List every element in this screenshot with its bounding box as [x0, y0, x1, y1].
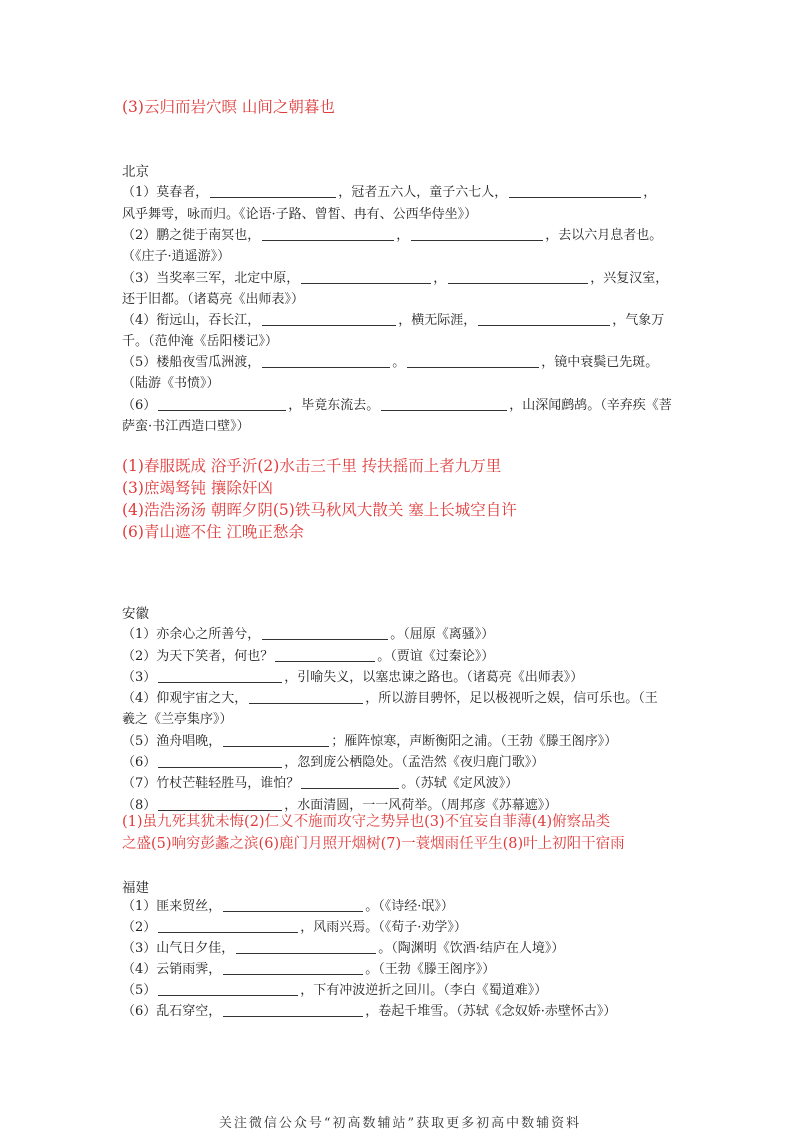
answer-text: (1)虽九死其犹未悔(2)仁义不施而攻守之势异也(3)不宜妄自菲薄(4)俯察品类 — [122, 814, 611, 830]
question-line: 萨蛮·书江西造口壁》） — [122, 419, 250, 434]
question-line: 还于旧都。（诸葛亮《出师表》） — [122, 292, 305, 307]
answer-text: (3)云归而岩穴暝 山间之朝暮也 — [122, 98, 335, 116]
answer-blank[interactable] — [275, 647, 375, 662]
answer-blank[interactable] — [407, 353, 539, 368]
answer-blank[interactable] — [262, 625, 388, 640]
answer-blank[interactable] — [411, 226, 543, 241]
question-line: （6）乱石穿空， ，卷起千堆雪。（苏轼《念奴娇·赤壁怀古》） — [122, 1004, 617, 1019]
answer-blank[interactable] — [262, 353, 390, 368]
question-line: （《庄子·逍遥游》） — [122, 249, 231, 264]
section-title-fujian: 福建 — [122, 880, 149, 896]
answer-blank[interactable] — [158, 668, 282, 683]
question-line: （7）竹杖芒鞋轻胜马，谁怕？ 。（苏轼《定风波》） — [122, 776, 519, 791]
question-line: （8） ，水面清圆，一一风荷举。（周邦彦《苏幕遮》） — [122, 798, 558, 813]
answer-blank[interactable] — [262, 226, 394, 241]
section-title-anhui: 安徽 — [122, 606, 149, 622]
answer-blank[interactable] — [249, 689, 363, 704]
answer-blank[interactable] — [223, 732, 329, 747]
question-line: 风乎舞雩，咏而归。《论语·子路、曾皙、冉有、公西华侍坐》） — [122, 207, 478, 222]
question-line: （1）莫春者， ，冠者五六人，童子六七人， ， — [122, 185, 657, 200]
question-line: （5）楼船夜雪瓜洲渡， 。 ，镜中衰鬓已先斑。 — [122, 355, 659, 370]
question-line: （4）云销雨霁， 。（王勃《滕王阁序》） — [122, 962, 496, 977]
question-line: 千。（范仲淹《岳阳楼记》） — [122, 334, 279, 349]
answer-blank[interactable] — [236, 939, 376, 954]
answer-text: (3)庶竭驽钝 攘除奸凶 — [122, 479, 273, 497]
question-line: （5） ，下有冲波逆折之回川。（李白《蜀道难》） — [122, 983, 548, 998]
answer-blank[interactable] — [262, 311, 396, 326]
answer-blank[interactable] — [158, 796, 282, 811]
answer-text: (1)春服既成 浴乎沂(2)水击三千里 抟扶摇而上者九万里 — [122, 457, 502, 475]
question-line: （3）山气日夕佳， 。（陶渊明《饮酒·结庐在人境》） — [122, 941, 565, 956]
question-line: （2）为天下笑者，何也？ 。（贾谊《过秦论》） — [122, 649, 495, 664]
question-line: （1）亦余心之所善兮， 。（屈原《离骚》） — [122, 627, 495, 642]
question-line: （6） ，毕竟东流去。 ，山深闻鹧鸪。（辛弃疾《菩 — [122, 398, 672, 413]
answer-blank[interactable] — [158, 396, 286, 411]
question-line: （3）当奖率三军，北定中原， ， ，兴复汉室， — [122, 271, 669, 286]
answer-blank[interactable] — [509, 183, 641, 198]
answer-text: (6)青山遮不住 江晚正愁余 — [122, 523, 304, 541]
question-line: （陆游《书愤》） — [122, 376, 220, 391]
answer-blank[interactable] — [381, 396, 507, 411]
answer-blank[interactable] — [301, 774, 399, 789]
question-line: （3） ，引喻失义，以塞忠谏之路也。（诸葛亮《出师表》） — [122, 670, 584, 685]
question-line: （4）仰观宇宙之大， ，所以游目骋怀，足以极视听之娱，信可乐也。（王 — [122, 691, 658, 706]
answer-blank[interactable] — [223, 897, 363, 912]
answer-blank[interactable] — [158, 753, 282, 768]
answer-blank[interactable] — [210, 183, 336, 198]
question-line: （4）衔远山，吞长江， ，横无际涯， ，气象万 — [122, 313, 665, 328]
answer-text: (4)浩浩汤汤 朝晖夕阴(5)铁马秋风大散关 塞上长城空自许 — [122, 501, 517, 519]
answer-blank[interactable] — [478, 311, 610, 326]
footer-note: 关注微信公众号“初高数辅站”获取更多初高中数辅资料 — [218, 1116, 582, 1131]
answer-blank[interactable] — [301, 269, 431, 284]
question-line: （1）匪来贸丝， 。（《诗经·氓》） — [122, 899, 454, 914]
question-line: （5）渔舟唱晚， ；雁阵惊寒，声断衡阳之浦。（王勃《滕王阁序》） — [122, 734, 618, 749]
section-title-beijing: 北京 — [122, 164, 149, 180]
answer-blank[interactable] — [223, 1002, 363, 1017]
answer-blank[interactable] — [158, 918, 298, 933]
question-line: （2） ，风雨兴焉。（《荀子·劝学》） — [122, 920, 467, 935]
question-line: （2）鹏之徙于南冥也， ， ，去以六月息者也。 — [122, 228, 663, 243]
answer-blank[interactable] — [158, 981, 298, 996]
question-line: 羲之《兰亭集序》） — [122, 712, 233, 727]
question-line: （6） ，忽到庞公栖隐处。（孟浩然《夜归鹿门歌》） — [122, 755, 545, 770]
answer-blank[interactable] — [448, 269, 588, 284]
answer-text: 之盛(5)响穷彭蠡之滨(6)鹿门月照开烟树(7)一蓑烟雨任平生(8)叶上初阳干宿雨 — [122, 836, 625, 852]
answer-blank[interactable] — [223, 960, 363, 975]
